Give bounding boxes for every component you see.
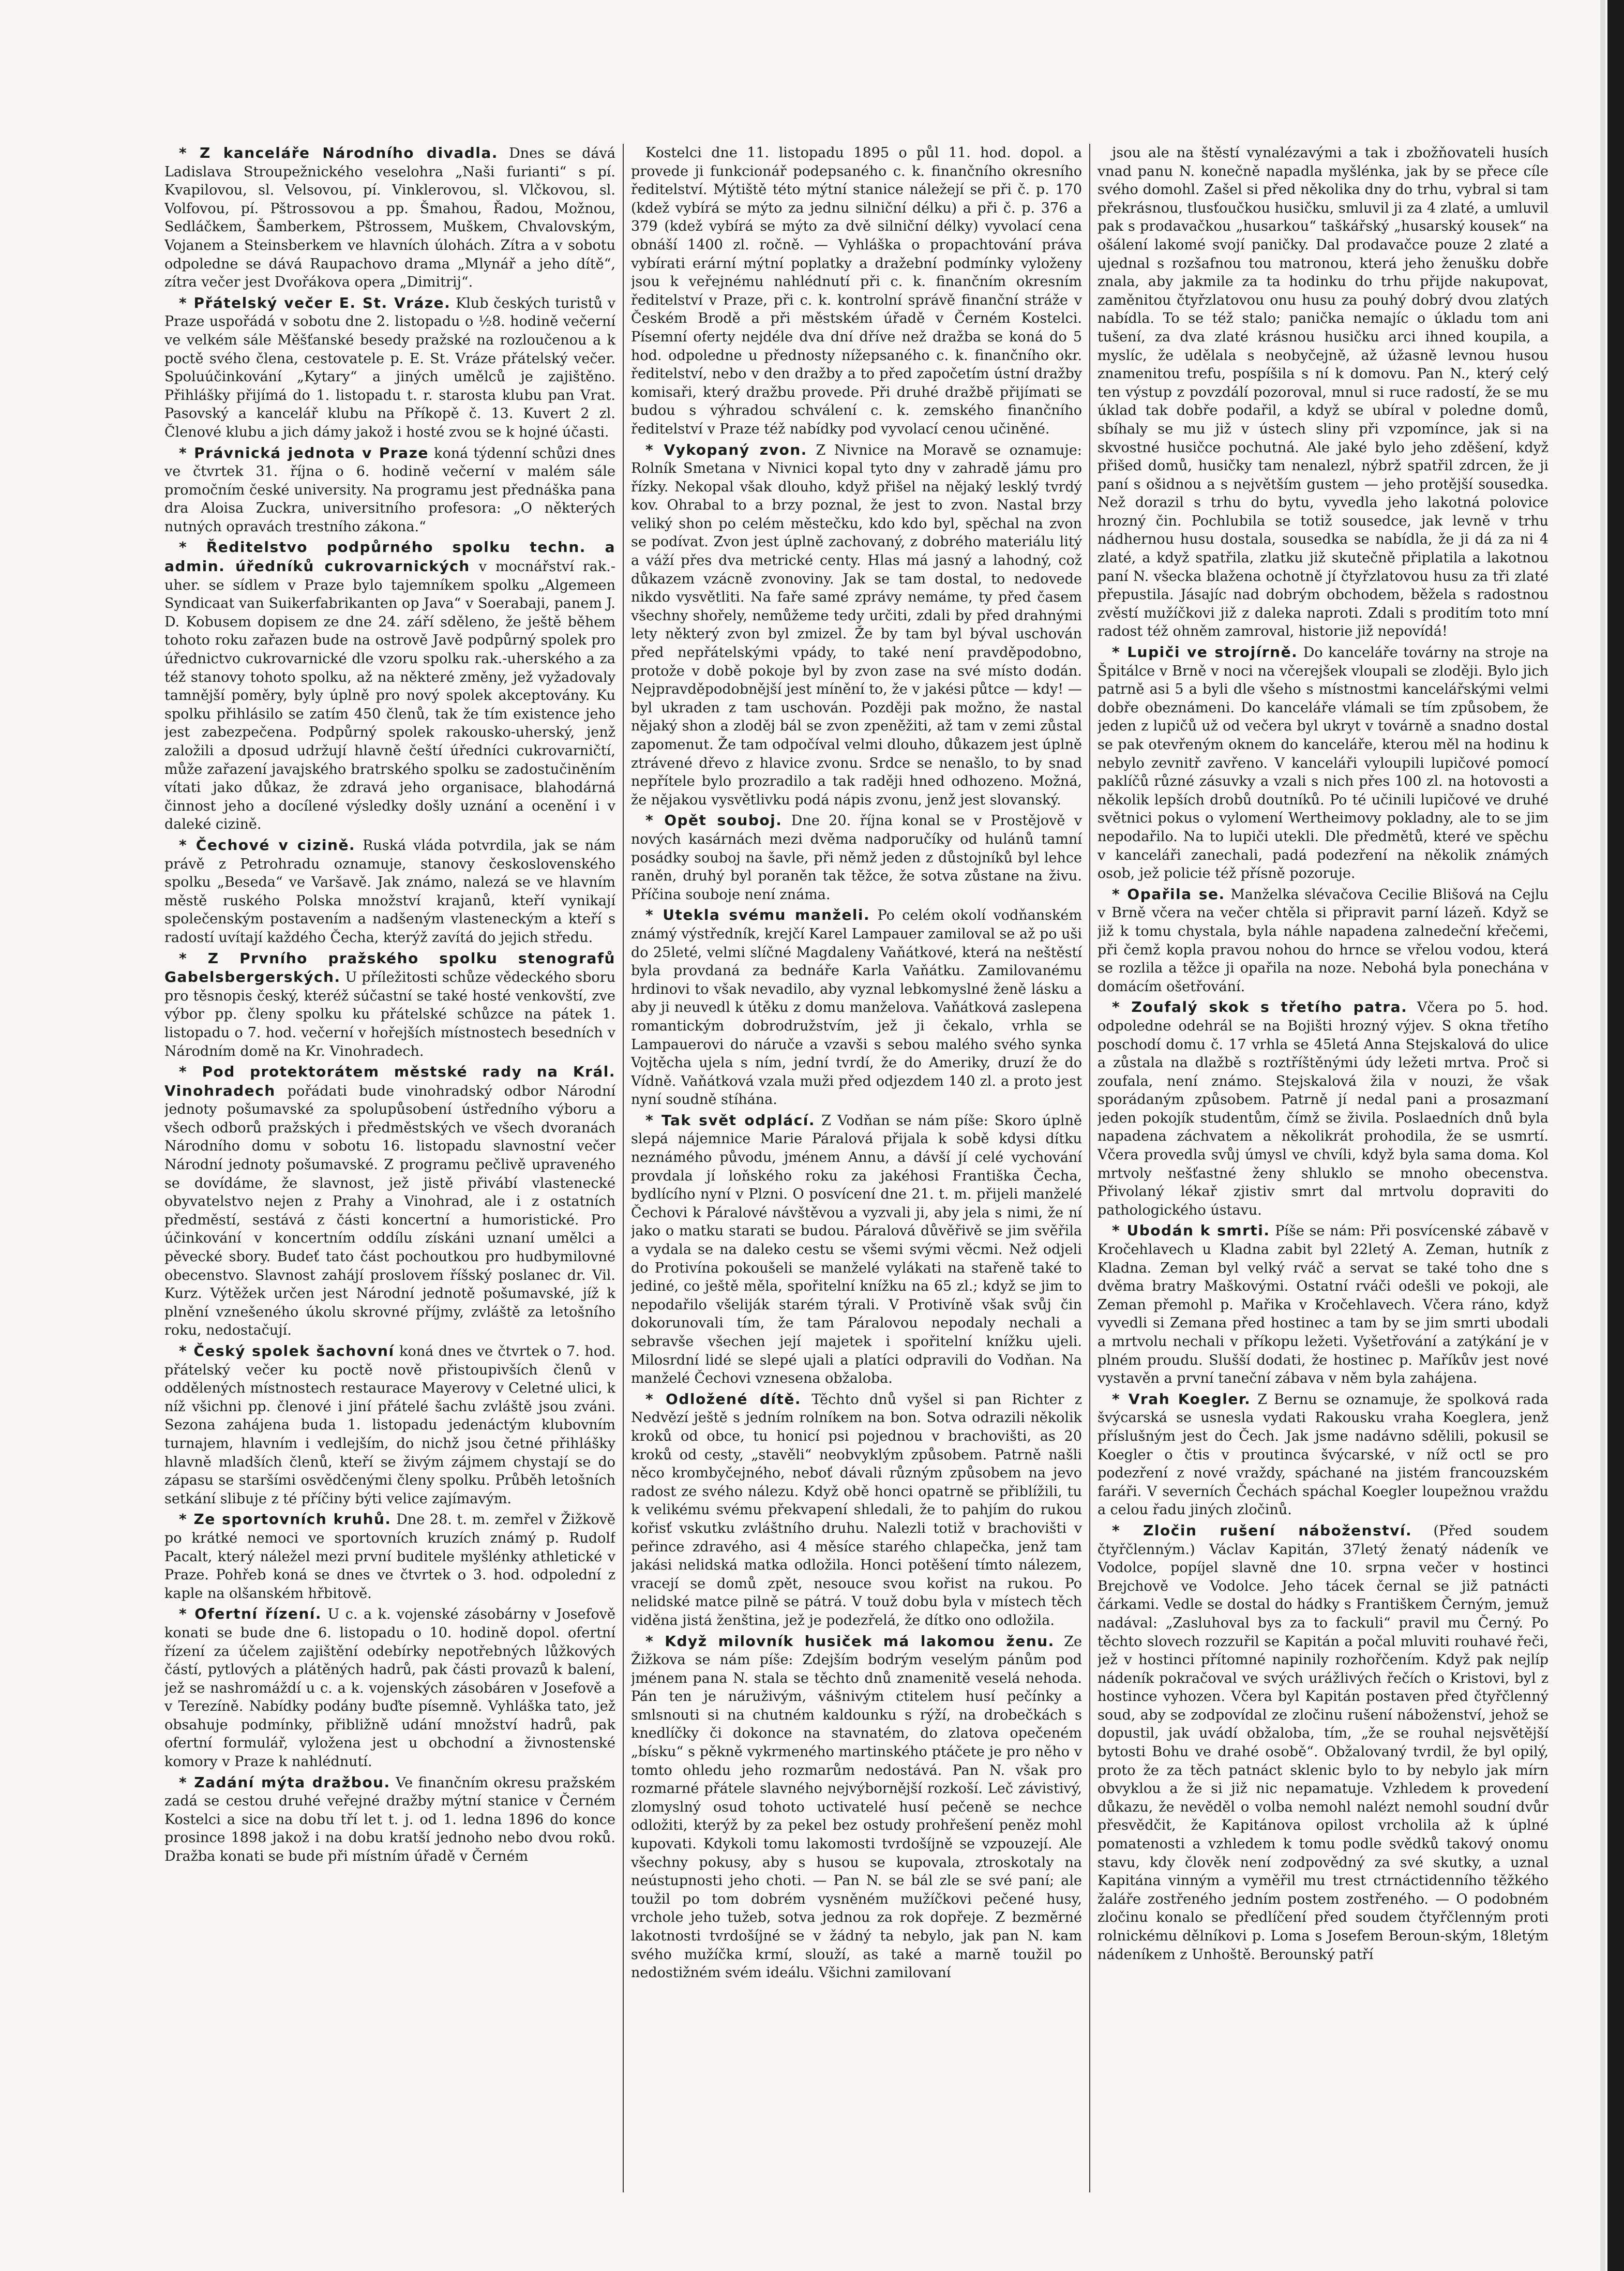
news-item-heading: * Pod protektorátem městské rady na Král. Vinohradech — [164, 1063, 615, 1099]
news-item-body: Z Vodňan se nám píše: Skoro úplně slepá nájemnice Marie Páralová přijala k sobě kdysi dítku neznámého původu, jménem Annu, a dávší jí celé vychování provdala jí loňského roku za jakéhosi Františka Čecha, bydlícího nyní v Plzni. O posvícení dne 21. t. m. přijeli manželé Čechovi k Páralové návštěvou a vyzvali ji, aby jela s nimi, že ní jako o matku starati se budou. Páralová důvěřivě se jim svěřila a vydala se na daleko cestu se všemi svými věcmi. Než odjeli do Protivína pokoušeli se manželé vylákati na stařeně také to jediné, co ještě měla, spořitelní knížku na 65 zl.; když se jim to nepodařilo všeliják starém týrali. V Protivíně však svůj čin dokorunovali tím, že tam Páralovou nepodaly nechali a sebravše všechen její majetek i spořitelní knížku ujeli. Milosrdní lidé se slepé ujali a platíci odpravili do Vodňan. Na manželé Čechovi vznesena obžaloba. — [631, 1112, 1082, 1387]
news-item-heading: * Z kanceláře Národního divadla. — [179, 144, 498, 161]
column-rule — [1089, 144, 1090, 2192]
news-item-heading: * Zadání mýta dražbou. — [179, 1773, 390, 1791]
news-item — [164, 836, 615, 947]
news-item-body: Z Bernu se oznamuje, že spolková rada švýcarská se usnesla vydati Rakousku vraha Koeglera, jenž příslušným jest do Čech. Jak jsme nadávno sdělili, pokusil se Koegler o čtis v proutinca švýcarské, v níž octl se pro podezření z nové vraždy, spáchané na jistém francouzském faráři. V severních Čechách spáchal Koegler loupežnou vraždu a celou řadu jiných zločinů. — [1097, 1391, 1548, 1518]
column-rule — [623, 144, 624, 2192]
column-1 — [164, 144, 615, 2192]
news-item-heading: * Ofertní řízení. — [179, 1605, 322, 1623]
news-item-body: Manželka slévačova Cecilie Blišová na Cejlu v Brně včera na večer chtěla si připravit parní lázeň. Když se již k tomu chystala, byla náhle napadena zalnedeční křečemi, při čemž kopla pravou nohou do hrnce se vřelou vodou, která se rozlila a těžce ji opařila na noze. Nebohá byla ponechána v domácím ošetřování. — [1097, 886, 1548, 995]
news-item-heading: * Opařila se. — [1112, 885, 1225, 903]
column-2 — [631, 144, 1082, 2192]
news-item-heading: * Čechové v cizině. — [179, 836, 356, 854]
news-item-body: Těchto dnů vyšel si pan Richter z Nedvězí ještě s jedním rolníkem na bon. Sotva odrazili několik kroků od obce, tu honicí psi pojednou v brachovišti, as 20 kroků od cesty, „stavěli“ neobvyklým způsobem. Patrně našli něco krombyčejného, neboť dávali různým způsobem na jevo radost ze svého nálezu. Když obě honci opatrně se přiblížili, tu k velikému svému překvapení shledali, že to pahjím do rukou kořisť vskutku zvláštního druhu. Nalezli totiž v brachovišti v peřince zdravého, asi 4 měsíce starého chlapečka, jenž tam jakási nelidská matka odložila. Honci potěšení tímto nálezem, vracejí se domů zpět, nesouce svou kořist na rukou. Po nelidské matce pilně se pátrá. V touž dobu byla v místech těch viděna jistá ženština, jež je podezřelá, že dítko ono odložila. — [631, 1391, 1082, 1628]
news-item-heading: * Ze sportovních kruhů. — [179, 1511, 392, 1528]
news-item-heading: * Zoufalý skok s třetího patra. — [1112, 998, 1408, 1016]
news-item — [1097, 144, 1548, 641]
news-item — [164, 1063, 615, 1340]
scan-edge-bar — [1607, 0, 1624, 2271]
news-item — [1097, 1390, 1548, 1519]
news-item-heading: * Utekla svému manželi. — [645, 906, 870, 924]
news-item-heading: * Opět souboj. — [645, 812, 783, 829]
news-item-body: v mocnářství rak.-uher. se sídlem v Praze bylo tajemníkem spolku „Algemeen Syndicaat van Suikerfabrikanten op Java“ v Soerabaji, panem J. D. Kobusem dopisem ze dne 24. září sděleno, že ještě během tohoto roku zařazen bude na ostrově Javě podpůrný spolek pro úřednictvo cukrovarnické dle vzoru spolku rak.-uherského a za též stanovy tohoto spolku, až na některé změny, jež vyžadovaly tamnější poměry, byly úplně pro nový spolek akceptovány. Ku spolku přihlásilo se zatím 450 členů, tak že tím existence jeho jest zabezpečena. Podpůrný spolek rakousko-uherský, jenž založili a dposud udržují hlavně čeští úředníci cukrovarničtí, může zařazení javajského bratrského spolku se zadostučiněním vítati jako důkaz, že zdravá jeho organisace, blahodárná činnost jeho a docílené výsledky došly uznání a ocenění i v daleké cizině. — [164, 559, 615, 833]
news-item-body: Ze Žižkova se nám píše: Zdejším bodrým veselým pánům pod jménem pana N. stala se těchto dnů znamenitě veselá nehoda. Pán ten je náruživým, vášnivým ctitelem husí pečínky a smlsnouti si na chutném kaldounku s rýží, na drobečkách s knedlíčky či dokonce na stavnatém, do zlatova opečeném „bísku“ s pěkně vykrmeného martinského ptáčete je pro něho v tomto ohledu jeho rozmarům nedostává. Pan N. však pro rozmarné přátele slavného nejvýbornější rozkoší. Leč závistivý, zlomyslný osud tohoto uctivatelé husí pečeně se nechce odložiti, kterýž by za pekel bez ostudy prohřešení peněz mohl kupovati. Kdykoli tomu lakomosti tvrdošíjně se vzpouzejí. Ale všechny pokusy, aby s husou se kupovala, ztroskotaly na neústupnosti jeho choti. — Pan N. se bál zle se své paní; ale toužil po tom dobrém vysněném mužíčkovi pečené husy, vrchole jeho tužeb, sotva jednou za rok dopřeje. Z bezměrné lakotnosti tvrdošíjné se v žádný ta nebylo, jak pan N. kam svého mužíčka krmí, slouží, as také a marně toužil po nedostižném svém ideálu. Všichni zamilovaní — [631, 1633, 1082, 1981]
news-item-heading: * Zločin rušení náboženství. — [1112, 1521, 1412, 1539]
news-item — [1097, 643, 1548, 883]
news-item-heading: * Lupiči ve strojírně. — [1112, 644, 1298, 661]
news-item-heading: * Ředitelstvo podpůrného spolku techn. a admin. úředníků cukrovarnických — [164, 539, 615, 575]
news-item-body: U příležitosti schůze vědeckého sboru pro těsnopis český, kteréž súčastní se také hosté venkovští, zve výbor pp. členy spolku ku přátelské schůzce na pátek 1. listopadu o 7. hod. večerní v hořejších místnostech besedních v Národním domě na Kr. Vinohradech. — [164, 969, 615, 1059]
news-item-heading: * Ubodán k smrti. — [1112, 1222, 1270, 1239]
news-item-body: koná týdenní schůzi dnes ve čtvrtek 31. října o 6. hodině večerní v malém sále promočním české university. Na programu jest přednáška pana dra Aloisa Zuckra, universitního profesora: „O některých nutných opravách trestního zákona.“ — [164, 445, 615, 535]
news-item-body: Dne 28. t. m. zemřel v Žižkově po krátké nemoci ve sportovních kruzích známý p. Rudolf Pacalt, který náležel mezi první buditele myšlénky athletické v Praze. Pohřeb koná se dnes ve čtvrtek o 3. hod. odpolední z kaple na olšanském hřbitově. — [164, 1512, 615, 1602]
news-item-body: Do kanceláře továrny na stroje na Špitálce v Brně v noci na včerejšek vloupali se zloději. Bylo jich patrně asi 5 a byli dle všeho s místnostmi kancelářskými velmi dobře obeznámeni. Do kanceláře vlámali se tím způsobem, že jeden z lupičů už od večera byl ukryt v továrně a snadno dostal se pak otevřeným oknem do kanceláře, kterou měl na hodinu k nebylo zevnitř zavřeno. V kanceláři vyloupili lupičové pomocí paklíčů různé zásuvky a vzali s nich přes 100 zl. na hotovosti a několik lepších drobů doutníků. Po té učinili lupičové ve druhé světnici pokus o vylomení Wertheimovy pokladny, ale to se jim nepodařilo. Na to lupiči utekli. Dle předmětů, které ve spěchu v kanceláři zanechali, padá podezření na několik známých osob, jež policie též přísně pozoruje. — [1097, 645, 1548, 882]
news-item-body: (Před soudem čtyřčlenným.) Václav Kapitán, 37letý ženatý nádeník ve Vodolce, popíjel slavně dne 10. srpna večer v hostinci Brejchově ve Vodolce. Jeho tácek černal se již patnácti čárkami. Vedle se dostal do hádky s Františkem Černým, jemuž nadával: „Zasluhoval bys za to fackuli“ pravil mu Černý. Po těchto slovech rozzuřil se Kapitán a počal mluviti rouhavé řeči, jež v hostinci přítomné napinily rozhořčením. Když pak nejlíp nádeník pokračoval ve svých urážlivých řečích o Kristovi, byl z hostince vyhozen. Včera byl Kapitán postaven před čtyřčlenný soud, aby se zodpovídal ze zločinu rušení náboženství, jehož se dopustil, jak uvádí obžaloba, tím, „že se rouhal nejsvětější bytosti Bohu ve drahé osobě“. Obžalovaný tvrdil, že byl opilý, proto že za těch patnáct sklenic bylo to by nebylo jak mírn obvyklou a že si již nic nepamatuje. Vzhledem k provedení důkazu, že nevěděl o volba nemohl nalézt nemohl soudní dvůr přesvědčit, že Kapitánova opilost vrcholila až k úplné pomatenosti a vzhledem k tomu podle svědků takový onomu stavu, kdy člověk není zodpovědný za své skutky, a uznal Kapitána vinným a vyměřil mu trest ctrnáctidenního těžkého žaláře zostřeného jedním postem zostřeného. — O podobném zločinu konalo se předlíčení před soudem čtyřčlenným proti rolnickému dělníkovi p. Loma s Josefem Beroun-ským, 18letým nádeníkem z Unhoště. Berounský patří — [1097, 1522, 1548, 1963]
scan-margin-strip — [1600, 0, 1605, 2271]
news-item — [164, 1605, 615, 1771]
news-item-body: Kostelci dne 11. listopadu 1895 o půl 11. hod. dopol. a provede ji funkcionář podepsaného c. k. finančního okresního ředitelství. Mýtiště této mýtní stanice náležejí se při č. p. 170 (kdež vybírá se mýto za jednu silniční délku) a při č. p. 376 a 379 (kdež vybírá se mýto za dvě silniční délky) vyvolací cena obnáší 1400 zl. ročně. — Vyhláška o propachtování práva vybírati erární mýtní poplatky a dražební podmínky vyloženy jsou k veřejnému nahlédnutí při c. k. finančním okresním ředitelství v Praze, při c. k. kontrolní správě finanční stráže v Českém Brodě a při městském úřadě v Černém Kostelci. Písemní oferty nejdéle dva dní dříve než dražba se koná do 5 hod. odpoledne u přednosty nížepsaného c. k. finančního okr. ředitelství, nebo v den dražby a to před započetím ústní dražby komisaři, který dražbu provede. Při druhé dražbě přijímati se budou s výhradou schválení c. k. zemského finančního ředitelství v Praze též nabídky pod vyvolací cenou učiněné. — [631, 145, 1082, 437]
news-item-heading: * Vrah Koegler. — [1112, 1390, 1251, 1408]
news-item-body: pořádati bude vinohradský odbor Národní jednoty pošumavské za spolupůsobení ústředního výboru a všech odborů pražských i předměstských ve všech dvoranách Národního domu v sobotu 16. listopadu slavnostní večer Národní jednoty pošumavské. Z programu pečlivě upraveného se dovídáme, že slavnost, jež jistě přivábí vlastenecké obyvatelstvo nejen z Prahy a Vinohrad, ale i z ostatních předměstí, sestává z části koncertní a humoristické. Pro účinkování v koncertním oddílu získáni uznaní umělci a pěvecké sbory. Budeť tato část pochoutkou pro hudbymilovné obecenstvo. Slavnost zahájí proslovem říšský poslanec dr. Vil. Kurz. Výtěžek určen jest Národní jednotě pošumavské, jíž k plnění vznešeného úkolu skrovné příjmy, zvláště za letošního roku, nedostačují. — [164, 1083, 615, 1339]
news-item — [1097, 885, 1548, 996]
news-item-heading: * Odložené dítě. — [645, 1390, 802, 1408]
news-item — [631, 441, 1082, 810]
news-item-heading: * Český spolek šachovní — [179, 1342, 395, 1359]
news-item — [1097, 1221, 1548, 1387]
news-item-heading: * Přátelský večer E. St. Vráze. — [179, 294, 451, 311]
news-item — [631, 144, 1082, 439]
news-item — [164, 1773, 615, 1866]
news-item — [164, 144, 615, 292]
news-item-body: Dnes se dává Ladislava Stroupežnického veselohra „Naši furianti“ s pí. Kvapilovou, sl. Velsovou, pí. Vinklerovou, sl. Vlčkovou, sl. Volfovou, pí. Pštrossovou a pp. Šmahou, Řadou, Možnou, Sedláčkem, Šamberkem, Pštrossem, Muškem, Chvalovským, Vojanem a Steinsberkem ve hlavních úlohách. Zítra a v sobotu odpoledne se dává Raupachovo drama „Mlynář a jeho dítě“, zítra večer jest Dvořákova opera „Dimitrij“. — [164, 145, 615, 291]
news-item-body: koná dnes ve čtvrtek o 7. hod. přátelský večer ku poctě nově přistoupivších členů v oddělených místnostech restaurace Mayerovy v Celetné ulici, k níž všichni pp. členové i jiní přátelé šachu zvláště jsou zváni. Sezona zahájena buda 1. listopadu jedenáctým klubovním turnajem, hlavním i vedlejším, do nichž jsou četné přihlášky hlavně mladších členů, kteří se živým zájmem chystají se do zápasu se staršími osvědčenými členy spolku. Průběh letošních setkání slibuje z té příčiny býti velice zajímavým. — [164, 1343, 615, 1507]
news-item-body: Z Nivnice na Moravě se oznamuje: Rolník Smetana v Nivnici kopal tyto dny v zahradě jámu pro řízky. Nekopal však dlouho, když přišel na nějaký lesklý tvrdý kov. Ohrabal to a brzy poznal, že jest to zvon. Nastal brzy veliký shon po celém městečku, kdo kdo byl, spěchal na zvon se podívat. Zvon jest úplně zachovaný, z dobrého materiálu litý a váží přes dva metrické centy. Hlas má jasný a lahodný, což důkazem vzácně zvonoviny. Jak se tam dostal, to nedovede nikdo vysvětliti. Na faře samé zprávy nemáme, ty před časem všechny shořely, nemůžeme tedy určiti, zdali by před drahnými lety některý zvon byl zmizel. Že by tam byl býval uschován před nepřátelskými vpády, to také není pravděpodobno, protože v době pokoje byl by zvon zase na své místo dodán. Nejpravděpodobnější jest mínění to, že v jakési půtce — kdy! — byl ukraden z tam uschován. Později pak možno, že nastal nějaký shon a zloděj bál se zvon zpeněžiti, až tam v zemi zůstal zapomenut. Že tam odpočíval velmi dlouho, důkazem jest úplně ztrávené dřevo z hlavice zvonu. Srdce se nenašlo, to by snad nepřítele bylo prozradilo a tak raději hned odhozeno. Možná, že nějakou vysvětlivku podá nápis zvonu, jenž jest slovanský. — [631, 442, 1082, 808]
news-item — [164, 444, 615, 536]
text-columns — [164, 144, 1548, 2192]
news-item — [631, 1111, 1082, 1388]
news-item-body: Včera po 5. hod. odpoledne odehrál se na Bojišti hrozný výjev. S okna třetího poschodí domu č. 17 vrhla se 45letá Anna Stejskalová do ulice a zůstala na dlažbě s roztříštěnými údy ležeti mrtva. Proč si zoufala, není známo. Stejskalová žila v nouzi, že však sporádaným způsobem. Patrně jí nedal pani a prosazmaní jeden pokojík studentům, čímž se živila. Poslaedních dnů byla napadena záchvatem a několikrát prohodila, že se usmrtí. Včera provedla svůj úmysl ve chvíli, když byla sama doma. Kol mrtvoly nešťastné ženy shluklo se mnoho obecenstva. Přivolaný lékař zjistiv smrt dal mrtvolu dopraviti do pathologického ústavu. — [1097, 999, 1548, 1218]
news-item-body: jsou ale na štěstí vynalézavými a tak i zbožňovateli husích vnad panu N. konečně napadla myšlénka, jak by se přece cíle svého domohl. Zašel si před několika dny do trhu, vybral si tam překrásnou, tlusťoučkou husičku, smluvil ji za 4 zlaté, a umluvil pak s prodavačkou „husarkou“ taškářský „husarský kousek“ na ošálení lakomé svojí paničky. Dal prodavačce pouze 2 zlaté a ujednal s rozšafnou tou matronou, která jeho ženušku dobře znala, aby jakmile za ta hodinku do trhu přijde nakupovat, zaměnitou čtyřzlatovou onu husu za pouhý dobrý dvou zlatých nabídla. To se též stalo; panička nemajíc o úkladu tom ani tušení, za dva zlaté krásnou husičku arci ihned koupila, a myslíc, že udělala s neobyčejně, až úžasně levnou husou znamenitou trefu, pospíšila s ní k domovu. Pan N., který celý ten výstup z povzdálí pozoroval, mnul si ruce radostí, že se mu úklad tak dobře podařil, a když se ubíral v poledne domů, sbíhaly se mu již v ústech sliny při vzpomínce, jak si na skvostné husičce pochutná. Ale jaké bylo jeho zděšení, když přišed domů, husičky tam nenalezl, nýbrž spatřil zdrcen, že ji paní s ošidnou a s největším gustem — jeho protější sousedka. Než dorazil s trhu do bytu, vyvedla jeho lakotná polovice hrozný čin. Pochlubila se totiž sousedce, jak levně v trhu nádhernou husu dostala, sousedka se nabídla, že ji dá za ni 4 zlaté, a když spatřila, zlatku již skutečně připlatila a lakotnou paní N. všecka blažena ochotně jí čtyřzlatovou husu za tři zlaté přepustila. Jásajíc nad dobrým obchodem, běžela s radostnou zvěstí mužíčkovi již z daleka naproti. Zdali s proditím toto mní radost též ohněm zamroval, historie již nepovídá! — [1097, 145, 1548, 640]
news-item-body: Dne 20. října konal se v Prostějově v nových kasárnách mezi dvěma nadporučíky od hulánů tamní posádky souboj na šavle, při němž jeden z důstojníků byl lehce raněn, druhý byl poraněn tak těžce, že sotva zůstane na živu. Příčina souboje není známa. — [631, 813, 1082, 903]
news-item-heading: * Vykopaný zvon. — [645, 441, 807, 458]
news-item-body: Ve finančním okresu pražském zadá se cestou druhé veřejné dražby mýtní stanice v Černém Kostelci a sice na dobu tří let t. j. od 1. ledna 1896 do konce prosince 1898 jakož i na dobu kratší jednoho nebo dvou roků. Dražba konati se bude při místním úřadě v Černém — [164, 1774, 615, 1865]
news-item — [1097, 998, 1548, 1219]
news-item-heading: * Z Prvního pražského spolku stenografů Gabelsbergerských. — [164, 949, 615, 986]
news-item-body: Klub českých turistů v Praze uspořádá v sobotu dne 2. listopadu o ½8. hodině večerní ve velkém sále Měšťanské besedy pražské na rozloučenou a k poctě svého člena, cestovatele p. E. St. Vráze přátelský večer. Spoluúčinkování „Kytary“ a jiných umělců je zajištěno. Přihlášky přijímá do 1. listopadu t. r. starosta klubu pan Vrat. Pasovský a kancelář klubu na Příkopě č. 13. Kuvert 2 zl. Členové klubu a jich dámy jakož i hosté zvou se k hojné účasti. — [164, 295, 615, 440]
news-item-heading: * Právnická jednota v Praze — [179, 444, 429, 461]
news-item — [631, 811, 1082, 904]
news-item-body: Po celém okolí vodňanském známý výstředník, krejčí Karel Lampauer zamiloval se až po uši do 25leté, velmi slíčné Magdaleny Vaňátkové, která na neštěstí byla provdaná za bednáře Karla Vaňátku. Zamilovanému hrdinovi to však nevadilo, aby vyznal lebkomyslné ženě lásku a aby ji neuvedl k útěku z domu manželova. Vaňátková zaslepena romantickým dobrodružstvím, jež ji čekalo, vrhla se Lampauerovi do náruče a vzavši s sebou malého svého synka Vojtěcha ujela s ním, jední tvrdí, že do Ameriky, druzí že do Vídně. Vaňátková vzala muži před odjezdem 140 zl. a proto jest nyní soudně stíhána. — [631, 907, 1082, 1108]
news-item — [631, 1390, 1082, 1630]
news-item — [631, 906, 1082, 1109]
news-item-body: Ruská vláda potvrdila, jak se nám právě z Petrohradu oznamuje, stanovy československého spolku „Beseda“ ve Varšavě. Jak známo, nalezá se ve hlavním městě ruského Polska množství krajanů, kteří vynikají společenským postavením a nadšeným vlasteneckým a kteří s radostí uvítají každého Čecha, kterýž zavítá do jejich středu. — [164, 837, 615, 946]
column-3 — [1097, 144, 1548, 2192]
news-item — [164, 538, 615, 834]
news-item — [631, 1632, 1082, 1982]
news-item — [1097, 1521, 1548, 1964]
news-item-heading: * Když milovník husiček má lakomou ženu. — [645, 1632, 1055, 1650]
news-item-heading: * Tak svět odplácí. — [645, 1111, 816, 1129]
news-item-body: U c. a k. vojenské zásobárny v Josefově konati se bude dne 6. listopadu o 10. hodině dopol. ofertní řízení za účelem zajištění odebírky nepotřebných lůžkových částí, pytlových a plátěných hadrů, pak části provazů k balení, jež se nashromáždí u c. a k. vojenských zásobáren v Josefově a v Terezíně. Nabídky podány buďte písemně. Vyhláška tato, jež obsahuje podmínky, přibližně udání množství hadrů, pak ofertní formulář, vyložena jest u obchodní a živnostenské komory v Praze k nahlédnutí. — [164, 1606, 615, 1770]
news-item — [164, 949, 615, 1061]
news-item-body: Píše se nám: Při posvícenské zábavě v Kročehlavech u Kladna zabit byl 22letý A. Zeman, hutník z Kladna. Zeman byl velký rváč a servat se také toho dne s dvěma bratry Maškovými. Ostatní rváči odešli ve pokoji, ale Zeman přemohl p. Mařika v Kročehlavech. Včera ráno, když vyvedli si Zemana před hostinec a tam by se jim smrti ubodali a mrtvolu nechali v příkopu ležeti. Vyšetřování a zatýkání je v plném proudu. Slušší dodati, že hostinec p. Maříkův jest nové vystavěn a první taneční zábava v něm byla zahájena. — [1097, 1223, 1548, 1387]
news-item — [164, 1510, 615, 1603]
news-item — [164, 294, 615, 442]
news-item — [164, 1342, 615, 1508]
